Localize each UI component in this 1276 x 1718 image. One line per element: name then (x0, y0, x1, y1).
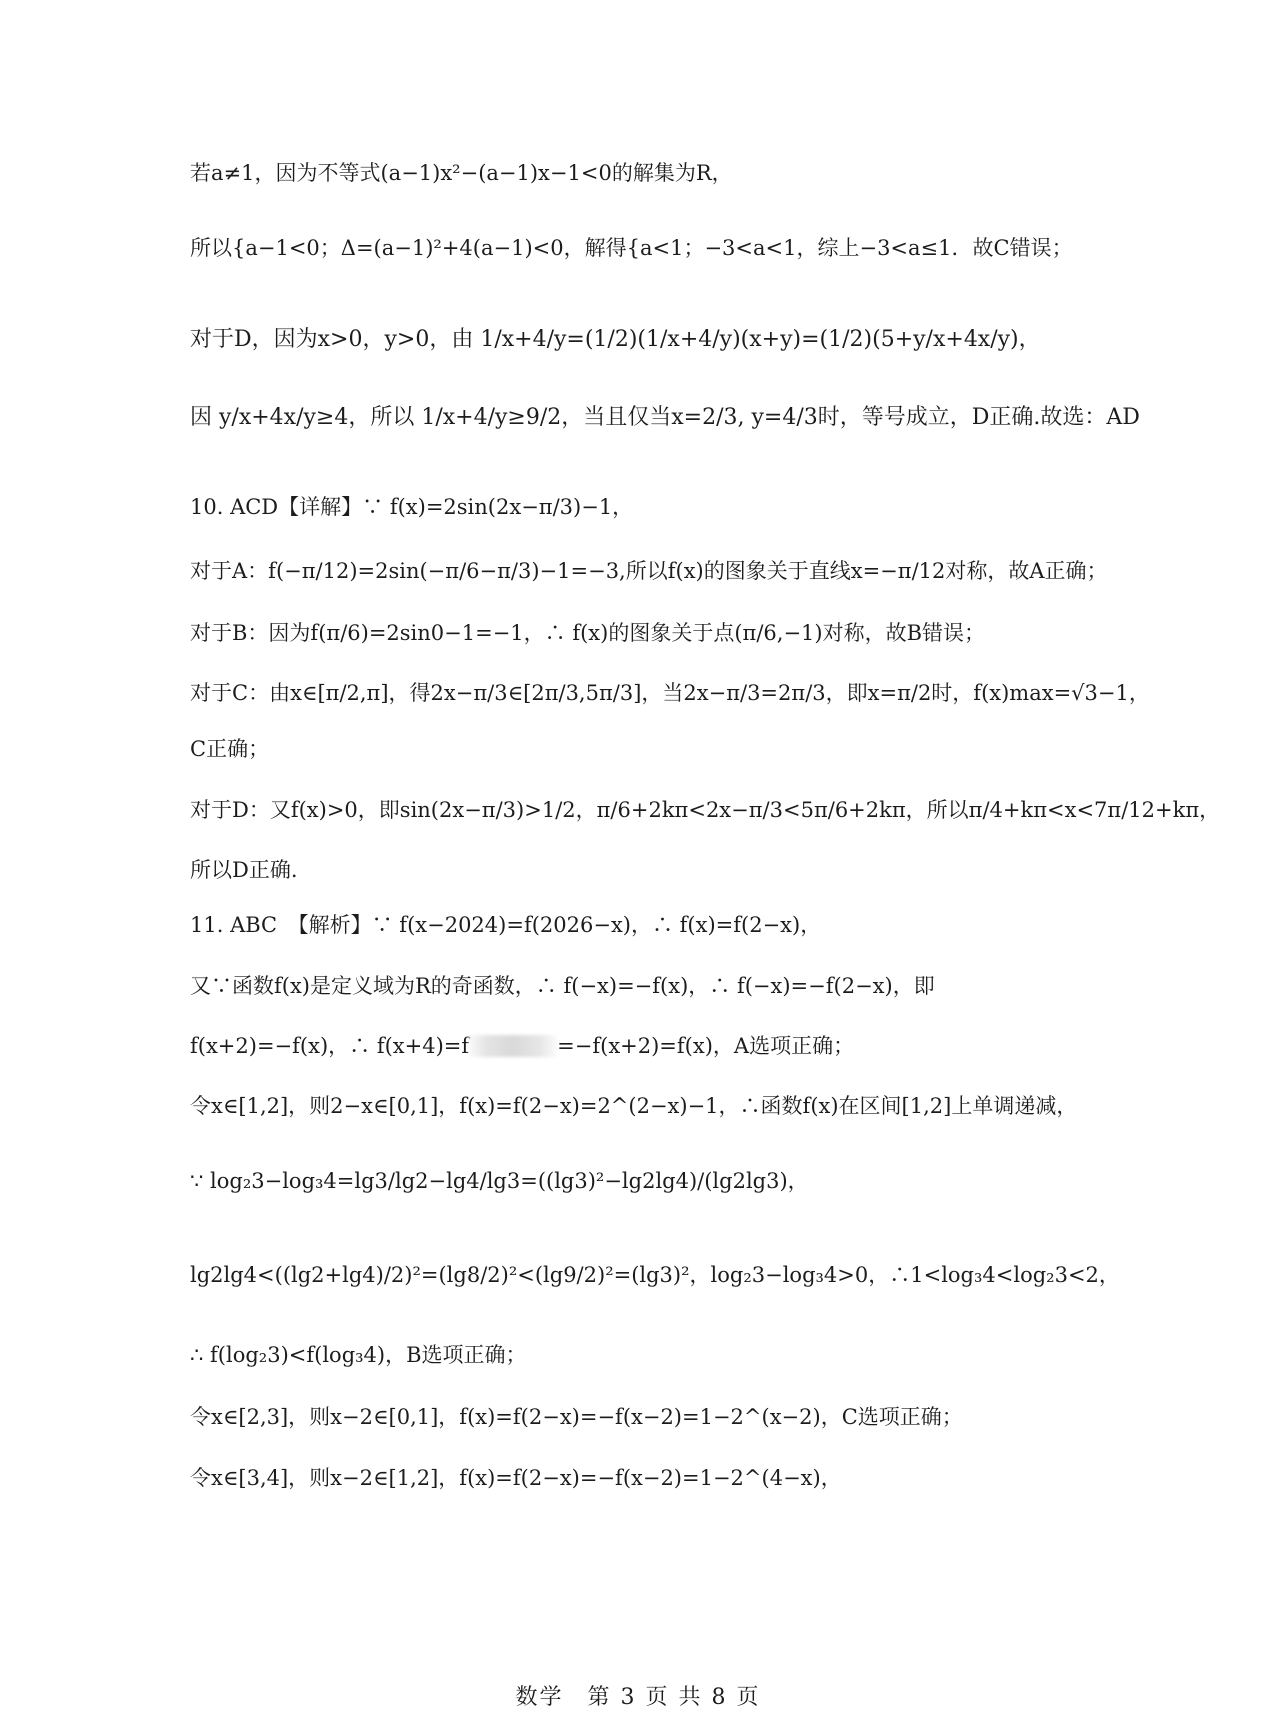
text-line-15: 令x∈[1,2]，则2−x∈[0,1]，f(x)=f(2−x)=2^(2−x)−1，∴函数f(x)在区间[1,2]上单调递减， (190, 1094, 1078, 1118)
text-line-12: 11. ABC 【解析】∵ f(x−2024)=f(2026−x)，∴ f(x)=f(2−x)， (190, 913, 822, 937)
text-line-13: 又∵函数f(x)是定义域为R的奇函数，∴ f(−x)=−f(x)，∴ f(−x)=−f(2−x)，即 (190, 974, 935, 998)
text-line-20: 令x∈[3,4]，则x−2∈[1,2]，f(x)=f(2−x)=−f(x−2)=1−2^(4−x)， (190, 1466, 842, 1490)
text-line-5: 10. ACD【详解】∵ f(x)=2sin(2x−π/3)−1， (190, 495, 634, 519)
text-line-8: 对于C：由x∈[π/2,π]，得2x−π/3∈[2π/3,5π/3]，当2x−π/3=2π/3，即x=π/2时，f(x)max=√3−1， (190, 681, 1150, 705)
page-footer: 数学 第 3 页 共 8 页 (515, 1685, 761, 1710)
text-line-19: 令x∈[2,3]，则x−2∈[0,1]，f(x)=f(2−x)=−f(x−2)=1−2^(x−2)，C选项正确； (190, 1405, 963, 1429)
text-line-3: 对于D，因为x>0，y>0，由 1/x+4/y=(1/2)(1/x+4/y)(x+y)=(1/2)(5+y/x+4x/y)， (190, 327, 1041, 352)
blurred-region (469, 1035, 557, 1057)
text-line-6: 对于A：f(−π/12)=2sin(−π/6−π/3)−1=−3,所以f(x)的图象关于直线x=−π/12对称，故A正确； (190, 559, 1108, 583)
text-line-10: 对于D：又f(x)>0，即sin(2x−π/3)>1/2，π/6+2kπ<2x−π/3<5π/6+2kπ，所以π/4+kπ<x<7π/12+kπ， (190, 798, 1221, 822)
text-line-1: 若a≠1，因为不等式(a−1)x²−(a−1)x−1<0的解集为R， (190, 161, 733, 185)
text-line-14-part-a: f(x+2)=−f(x)，∴ f(x+4)=f (190, 1034, 470, 1058)
text-line-4: 因 y/x+4x/y≥4，所以 1/x+4/y≥9/2，当且仅当x=2/3, y=4/3时，等号成立，D正确.故选：AD (190, 405, 1140, 430)
text-line-7: 对于B：因为f(π/6)=2sin0−1=−1，∴ f(x)的图象关于点(π/6,−1)对称，故B错误； (190, 621, 986, 645)
text-line-11: 所以D正确. (190, 858, 298, 882)
text-line-18: ∴ f(log₂3)<f(log₃4)，B选项正确； (190, 1343, 527, 1367)
text-line-14-part-b: =−f(x+2)=f(x)，A选项正确； (557, 1034, 855, 1058)
text-line-9: C正确； (190, 737, 270, 761)
text-line-14 (190, 1031, 1206, 1061)
text-line-17: lg2lg4<((lg2+lg4)/2)²=(lg8/2)²<(lg9/2)²=(lg3)²，log₂3−log₃4>0，∴1<log₃4<log₂3<2， (190, 1263, 1120, 1287)
text-line-2: 所以{a−1<0；Δ=(a−1)²+4(a−1)<0，解得{a<1；−3<a<1，综上−3<a≤1．故C错误； (190, 236, 1073, 260)
text-line-16: ∵ log₂3−log₃4=lg3/lg2−lg4/lg3=((lg3)²−lg2lg4)/(lg2lg3)， (190, 1169, 809, 1193)
